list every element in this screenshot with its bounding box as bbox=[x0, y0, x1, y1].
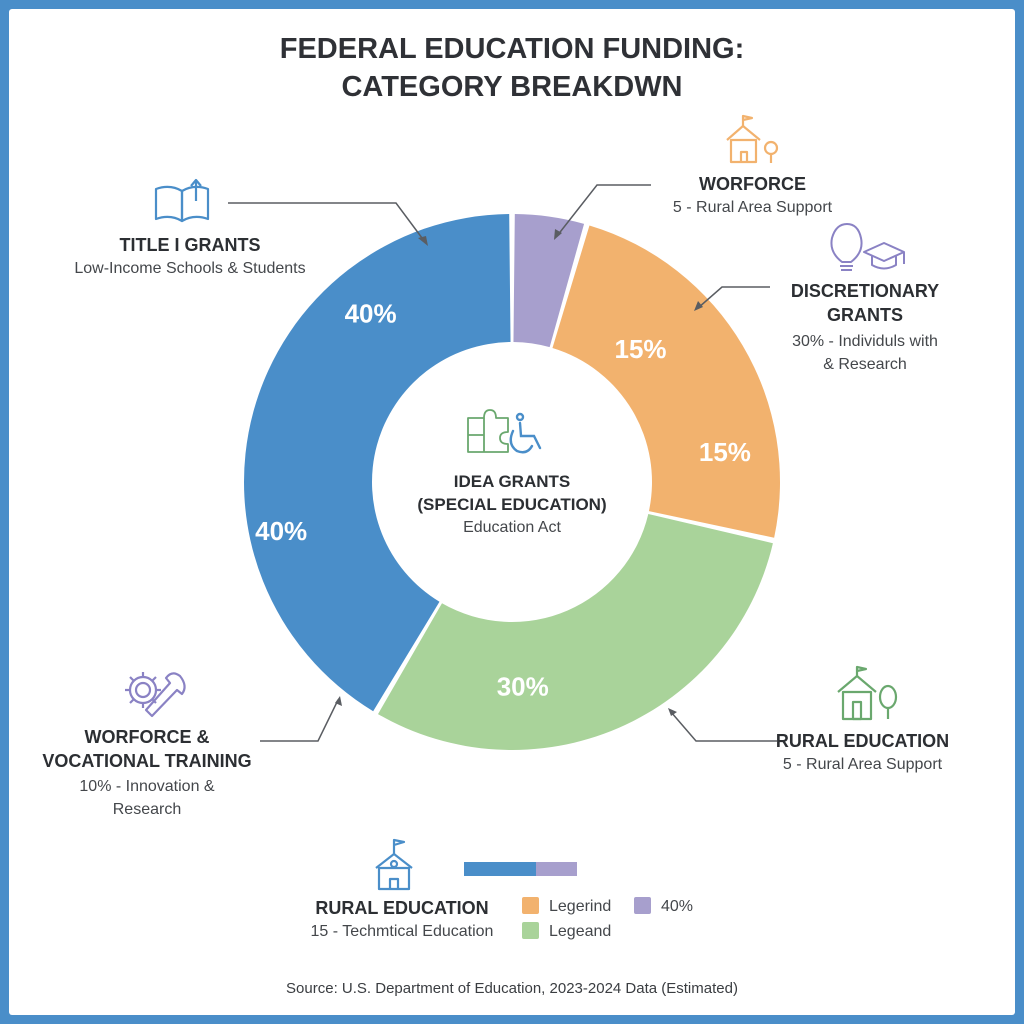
arrowhead-rural-right bbox=[668, 708, 677, 716]
legend-swatch bbox=[634, 897, 651, 914]
callout-heading: WORFORCE bbox=[699, 174, 806, 194]
callout-title-i-grants bbox=[40, 233, 340, 280]
legend-label: Legeand bbox=[549, 923, 612, 940]
title-line-1: FEDERAL EDUCATION FUNDING: bbox=[279, 33, 745, 65]
data-label-3: 40% bbox=[255, 516, 308, 547]
wheelchair-icon bbox=[511, 414, 540, 452]
callout-heading-1: WORFORCE & bbox=[84, 727, 210, 747]
callout-sub-1: 10% - Innovation & bbox=[79, 778, 215, 795]
callout-worforce bbox=[620, 172, 885, 219]
data-label-0: 15% bbox=[614, 333, 667, 364]
callout-heading: RURAL EDUCATION bbox=[775, 731, 950, 751]
callout-sub: Low-Income Schools & Students bbox=[74, 260, 306, 277]
title-line-2: CATEGORY BREAKDWN bbox=[341, 71, 683, 103]
open-book-icon bbox=[156, 180, 208, 221]
data-label-4: 40% bbox=[344, 298, 397, 329]
gear-wrench-icon bbox=[125, 672, 185, 716]
callout-heading-2: GRANTS bbox=[827, 305, 903, 325]
center-heading-2: (SPECIAL EDUCATION) bbox=[417, 495, 607, 514]
data-label-1: 15% bbox=[698, 437, 751, 468]
center-sub: Education Act bbox=[463, 519, 561, 536]
callout-sub-2: & Research bbox=[823, 356, 907, 373]
callout-rural-education-right bbox=[755, 729, 970, 776]
callout-discretionary-grants bbox=[745, 279, 985, 376]
schoolhouse-tree-icon bbox=[727, 116, 777, 163]
lightbulb-grad-cap-icon bbox=[831, 224, 904, 270]
legend-item-purple bbox=[634, 897, 693, 917]
legend-item-orange bbox=[522, 897, 611, 917]
callout-sub-2: Research bbox=[112, 801, 182, 818]
callout-worforce-vocational bbox=[22, 725, 272, 821]
callout-heading-2: VOCATIONAL TRAINING bbox=[42, 751, 252, 771]
legend-label: 40% bbox=[661, 898, 694, 915]
callout-sub: 5 - Rural Area Support bbox=[782, 756, 943, 773]
callout-heading: RURAL EDUCATION bbox=[315, 898, 489, 918]
callout-sub: 5 - Rural Area Support bbox=[672, 199, 833, 216]
data-label-2: 30% bbox=[496, 671, 549, 702]
legend-bar-blue bbox=[464, 862, 536, 876]
donut-slice-2 bbox=[378, 514, 773, 750]
house-tree-icon bbox=[838, 667, 896, 719]
legend-swatch bbox=[522, 922, 539, 939]
callout-rural-education-bottom bbox=[292, 896, 512, 943]
puzzle-piece-icon bbox=[468, 410, 508, 452]
legend-swatch bbox=[522, 897, 539, 914]
legend-bar-purple bbox=[536, 862, 577, 876]
legend-label: Legerind bbox=[549, 898, 612, 915]
legend-item-green bbox=[522, 922, 611, 942]
callout-sub-1: 30% - Individuls with bbox=[792, 333, 938, 350]
source-note: Source: U.S. Department of Education, 2023-2024 Data (Estimated) bbox=[286, 980, 738, 997]
callout-heading-1: DISCRETIONARY bbox=[790, 281, 940, 301]
callout-heading: TITLE I GRANTS bbox=[119, 235, 261, 255]
callout-sub: 15 - Techmtical Education bbox=[310, 923, 494, 940]
center-label bbox=[380, 470, 644, 539]
center-heading-1: IDEA GRANTS bbox=[453, 472, 571, 491]
school-building-icon bbox=[376, 840, 412, 889]
